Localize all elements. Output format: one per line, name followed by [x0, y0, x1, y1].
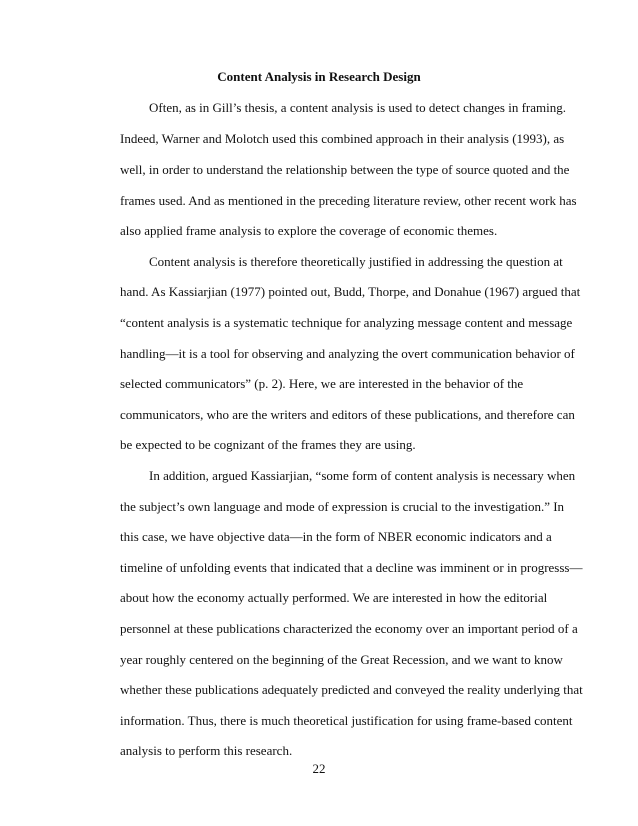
page-number: 22: [312, 761, 326, 776]
paragraph-line: about how the economy actually performed. We are interested in how the editorial: [120, 590, 548, 605]
paragraph-line: selected communicators” (p. 2). Here, we are interested in the behavior of the: [120, 376, 524, 391]
paragraph-line: whether these publications adequately predicted and conveyed the reality underlying that: [120, 682, 583, 697]
paragraph-line: this case, we have objective data—in the form of NBER economic indicators and a: [120, 529, 552, 544]
paragraph-line: Content analysis is therefore theoretically justified in addressing the question at: [149, 254, 563, 269]
paragraph-line: Often, as in Gill’s thesis, a content analysis is used to detect changes in framing.: [149, 100, 566, 115]
paragraph-line: handling—it is a tool for observing and analyzing the overt communication behavior of: [120, 346, 575, 361]
paragraph-line: “content analysis is a systematic technique for analyzing message content and message: [120, 315, 573, 330]
section-title: Content Analysis in Research Design: [217, 69, 421, 84]
paragraph-line: frames used. And as mentioned in the preceding literature review, other recent work has: [120, 193, 577, 208]
paragraph-line: the subject’s own language and mode of expression is crucial to the investigation.” In: [120, 499, 565, 514]
paragraph-line: well, in order to understand the relationship between the type of source quoted and the: [120, 162, 570, 177]
paragraph-line: In addition, argued Kassiarjian, “some form of content analysis is necessary when: [149, 468, 576, 483]
paragraph-line: information. Thus, there is much theoretical justification for using frame-based content: [120, 713, 573, 728]
paragraph-line: also applied frame analysis to explore the coverage of economic themes.: [120, 223, 498, 238]
paragraph-line: hand. As Kassiarjian (1977) pointed out, Budd, Thorpe, and Donahue (1967) argued that: [120, 284, 581, 299]
paragraph-line: analysis to perform this research.: [120, 743, 293, 758]
paragraph-line: Indeed, Warner and Molotch used this combined approach in their analysis (1993), as: [120, 131, 565, 146]
paragraph-line: year roughly centered on the beginning of the Great Recession, and we want to know: [120, 652, 563, 667]
paragraph-line: communicators, who are the writers and editors of these publications, and therefore can: [120, 407, 575, 422]
paragraph-line: be expected to be cognizant of the frames they are using.: [120, 437, 416, 452]
paragraph-line: personnel at these publications characterized the economy over an important period of a: [120, 621, 578, 636]
paragraph-line: timeline of unfolding events that indicated that a decline was imminent or in progresss—: [120, 560, 583, 575]
